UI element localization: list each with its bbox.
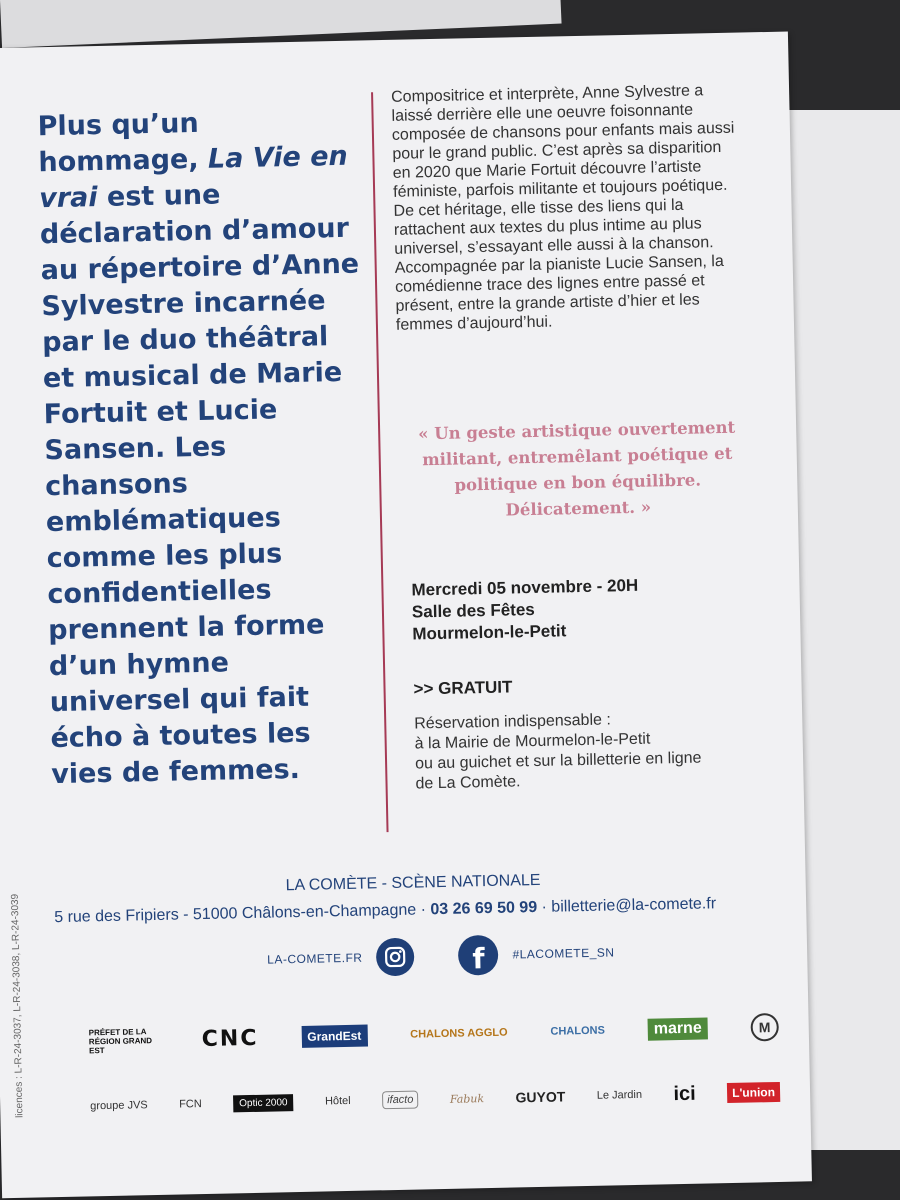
event-town: Mourmelon-le-Petit	[412, 621, 567, 644]
price-label: >> GRATUIT	[413, 677, 513, 699]
fabuk-logo: Fabuk	[449, 1091, 485, 1106]
reservation-line-2: à la Mairie de Mourmelon-le-Petit	[414, 730, 651, 753]
legal-licences: licences : L-R-24-3037, L-R-24-3038, L-R-24-3039	[9, 893, 26, 1118]
social-links	[267, 930, 615, 981]
contact-line	[54, 894, 794, 927]
venue-phone[interactable]: 03 26 69 50 99	[430, 898, 538, 919]
prefet-logo: PRÉFET DE LA RÉGION GRAND EST	[88, 1026, 153, 1055]
flyer-page	[0, 32, 812, 1199]
press-quote: « Un geste artistique ouvertement militant, entremêlant poétique et politique en bon équilibre. Délicatement. »	[417, 417, 736, 520]
event-date: Mercredi 05 novembre - 20H	[411, 575, 639, 600]
fcn-logo: FCN	[179, 1098, 202, 1111]
cnc-logo: CNC	[201, 1025, 259, 1052]
optic-2000-logo: Optic 2000	[233, 1094, 294, 1112]
reservation-line-3: ou au guichet et sur la billetterie en ligne	[414, 749, 702, 773]
description-paragraph: Compositrice et interprète, Anne Sylvestre a laissé derrière elle une oeuvre foisonnante composée de chansons pour enfants mais aussi pour le grand public. C’est après sa disparition en 2020 que Marie Fortuit découvre l’artiste féministe, parfois militante et toujours poétique. De cet héritage, elle tisse des liens qui la rattachent aux textes du plus intime au plus universel, s’essayant elle aussi à la chanson. Accompagnée par la pianiste Lucie Sansen, la comédienne trace des lignes entre passé et présent, entre la grande artiste d’hier et les femmes d’aujourd’hui.	[390, 82, 735, 334]
event-place: Salle des Fêtes	[411, 599, 535, 622]
marne-logo: marne	[648, 1017, 708, 1040]
column-divider	[371, 92, 388, 832]
partner-logos-row-1	[88, 1002, 779, 1066]
venue-address: 5 rue des Fripiers - 51000 Châlons-en-Champagne	[54, 901, 417, 927]
lead-part-2: est une déclaration d’amour au répertoire d’Anne Sylvestre incarnée par le duo théâtral et musical de Marie Fortuit et Lucie Sansen. Les chansons emblématiques comme les plus confidentielles prennent la forme d’un hymne universel qui fait écho à toutes les vies de femmes.	[39, 179, 360, 791]
hotel-logo: Hôtel	[324, 1094, 351, 1108]
reservation-info	[414, 707, 776, 795]
lead-part-1: Plus qu’un hommage,	[37, 107, 209, 179]
jardin-logo: Le Jardin	[596, 1088, 643, 1102]
m-logo: M	[750, 1013, 779, 1042]
ifacto-logo: ifacto	[382, 1091, 419, 1110]
lead-paragraph	[37, 103, 371, 794]
show-title: La Vie en vrai	[38, 140, 349, 215]
reservation-line-4: de La Comète.	[415, 773, 521, 793]
partner-logos-row-2	[90, 1072, 781, 1126]
facebook-icon[interactable]: f	[458, 935, 499, 976]
ici-logo: ici	[673, 1082, 696, 1105]
union-logo: L'union	[727, 1082, 780, 1103]
venue-name: LA COMÈTE - SCÈNE NATIONALE	[285, 871, 541, 895]
venue-email[interactable]: billetterie@la-comete.fr	[551, 895, 717, 916]
hashtag: #LACOMETE_SN	[512, 945, 615, 962]
guyot-logo: GUYOT	[515, 1088, 566, 1106]
instagram-icon[interactable]	[376, 938, 415, 977]
chalons-logo: CHALONS	[550, 1024, 605, 1038]
chalons-agglo-logo: CHALONS AGGLO	[410, 1026, 508, 1041]
reservation-line-1: Réservation indispensable :	[414, 711, 611, 733]
separator: ·	[536, 898, 552, 916]
groupe-jvs-logo: groupe JVS	[90, 1099, 148, 1113]
grandest-logo: GrandEst	[301, 1025, 367, 1048]
website-link[interactable]: LA-COMETE.FR	[267, 950, 363, 967]
separator: ·	[415, 901, 431, 919]
event-details	[411, 572, 757, 645]
